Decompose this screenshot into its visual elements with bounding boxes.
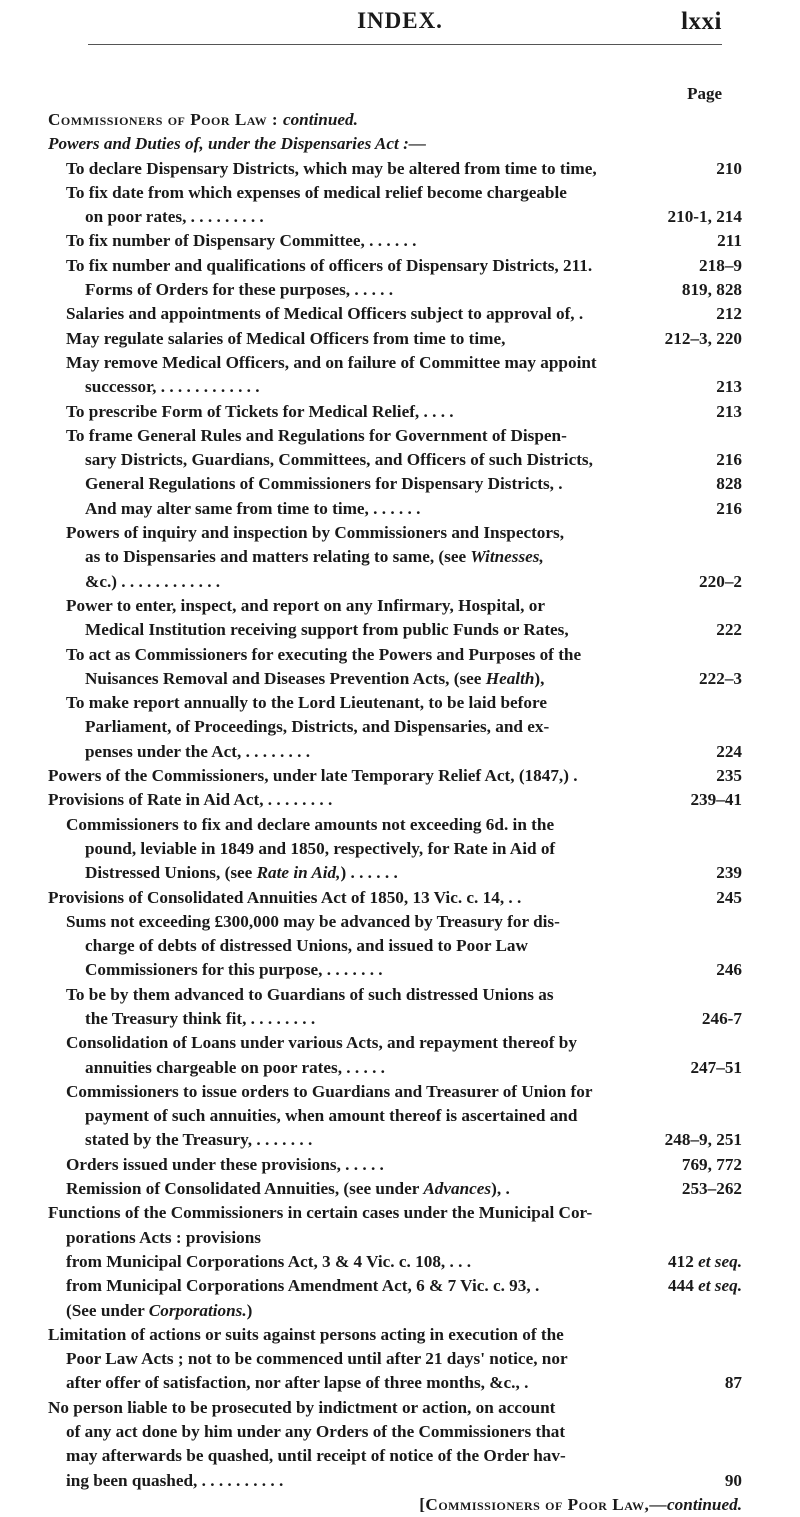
index-entry-text: Remission of Consolidated Annuities, (see under Advances), . [66, 1179, 510, 1199]
index-line [48, 1493, 742, 1517]
index-line [48, 667, 742, 691]
index-line [48, 691, 742, 715]
index-line [48, 351, 742, 375]
page-reference: 769, 772 [681, 1154, 742, 1174]
index-entry-text: To frame General Rules and Regulations for Government of Dispen- [66, 425, 567, 445]
index-line [48, 424, 742, 448]
index-line [48, 861, 742, 885]
index-entry-text: General Regulations of Commissioners for Dispensary Districts, . [85, 474, 563, 494]
index-entry-text: Consolidation of Loans under various Acts, and repayment thereof by [66, 1033, 577, 1053]
index-line [48, 1007, 742, 1031]
index-entry-text: Powers and Duties of, under the Dispensaries Act :— [48, 134, 426, 154]
page-reference: 245 [716, 887, 742, 907]
index-entry-text: May remove Medical Officers, and on failure of Committee may appoint [66, 352, 597, 372]
index-line [48, 448, 742, 472]
index-line [48, 594, 742, 618]
page-reference: 210 [716, 158, 742, 178]
index-line [48, 910, 742, 934]
page-reference: 216 [716, 450, 742, 470]
index-entry-text: porations Acts : provisions [66, 1227, 261, 1247]
index-entry-text: Forms of Orders for these purposes, . . . . . [85, 280, 394, 300]
index-entry-text: Salaries and appointments of Medical Officers subject to approval of, . [66, 304, 584, 324]
index-entry-text: Commissioners of Poor Law : continued. [48, 110, 358, 129]
index-line [48, 181, 742, 205]
index-entry-text: as to Dispensaries and matters relating to same, (see Witnesses, [85, 547, 544, 567]
index-line [48, 1444, 742, 1468]
index-entry-text: Sums not exceeding £300,000 may be advanced by Treasury for dis- [66, 911, 560, 931]
index-entry-text: stated by the Treasury, . . . . . . . [85, 1130, 313, 1150]
index-entry-text: To fix number of Dispensary Committee, . . . . . . [66, 231, 417, 251]
index-line [48, 958, 742, 982]
index-entry-text: Limitation of actions or suits against persons acting in execution of the [48, 1324, 564, 1344]
index-entry-text: Orders issued under these provisions, . . . . . [66, 1154, 384, 1174]
index-entry-text: To prescribe Form of Tickets for Medical Relief, . . . . [66, 401, 454, 421]
index-line [48, 715, 742, 739]
index-line [48, 643, 742, 667]
index-line [48, 788, 742, 812]
index-entry-text: on poor rates, . . . . . . . . . [85, 207, 264, 227]
index-entry-text: after offer of satisfaction, nor after lapse of three months, &c., . [66, 1373, 529, 1393]
index-line [48, 327, 742, 351]
index-entry-text: Medical Institution receiving support from public Funds or Rates, [85, 620, 569, 640]
index-entry-text: Poor Law Acts ; not to be commenced until after 21 days' notice, nor [66, 1349, 568, 1369]
page-reference: 222–3 [699, 668, 742, 688]
index-entry-text: from Municipal Corporations Amendment Act, 6 & 7 Vic. c. 93, . [66, 1276, 540, 1296]
page-reference: 239 [716, 863, 742, 883]
index-entry-text: Power to enter, inspect, and report on any Infirmary, Hospital, or [66, 595, 545, 615]
index-entry-text: No person liable to be prosecuted by indictment or action, on account [48, 1397, 556, 1417]
index-entry-text: successor, . . . . . . . . . . . . [85, 377, 260, 397]
index-entry-text: (See under Corporations.) [66, 1300, 253, 1320]
index-entry-text: Parliament, of Proceedings, Districts, and Dispensaries, and ex- [85, 717, 550, 737]
page-reference: 246 [716, 960, 742, 980]
page-reference: 235 [716, 766, 742, 786]
index-entry-text: the Treasury think fit, . . . . . . . . [85, 1008, 316, 1028]
index-line [48, 1104, 742, 1128]
index-line [48, 1396, 742, 1420]
page-column-label: Page [687, 84, 722, 103]
index-entries [48, 108, 742, 1517]
page-number: lxxi [681, 8, 722, 35]
page-reference: 213 [716, 401, 742, 421]
index-entry-text: To declare Dispensary Districts, which may be altered from time to time, [66, 158, 597, 178]
index-entry-text: Commissioners to issue orders to Guardians and Treasurer of Union for [66, 1081, 593, 1101]
index-entry-text: ing been quashed, . . . . . . . . . . [66, 1470, 284, 1490]
index-entry-text: Provisions of Rate in Aid Act, . . . . . . . . [48, 790, 333, 810]
page-reference: 246-7 [701, 1008, 742, 1028]
index-line [48, 1347, 742, 1371]
index-line [48, 934, 742, 958]
index-line [48, 983, 742, 1007]
index-line [48, 1323, 742, 1347]
index-line [48, 205, 742, 229]
index-entry-text: Commissioners for this purpose, . . . . . . . [85, 960, 383, 980]
page-reference: 216 [716, 498, 742, 518]
index-line [48, 1153, 742, 1177]
page-reference: 224 [716, 741, 742, 761]
index-line [48, 1299, 742, 1323]
index-line [48, 400, 742, 424]
index-entry-text: And may alter same from time to time, . . . . . . [85, 498, 421, 518]
index-entry-text: Powers of the Commissioners, under late Temporary Relief Act, (1847,) . [48, 766, 578, 786]
index-entry-text: may afterwards be quashed, until receipt of notice of the Order hav- [66, 1446, 566, 1466]
index-line [48, 545, 742, 569]
index-entry-text: payment of such annuities, when amount thereof is ascertained and [85, 1106, 578, 1126]
index-line [48, 618, 742, 642]
index-line [48, 1420, 742, 1444]
header-rule [88, 44, 722, 45]
page-reference: 444 et seq. [668, 1276, 742, 1296]
index-line [48, 1469, 742, 1493]
index-entry-text: May regulate salaries of Medical Officers from time to time, [66, 328, 506, 348]
index-entry-text: annuities chargeable on poor rates, . . . . . [85, 1057, 385, 1077]
page-reference: 220–2 [699, 571, 742, 591]
page-reference: 239–41 [690, 790, 742, 810]
index-line [48, 1031, 742, 1055]
index-entry-text: &c.) . . . . . . . . . . . . [85, 571, 221, 591]
index-line [48, 108, 742, 132]
index-line [48, 157, 742, 181]
index-entry-text: of any act done by him under any Orders of the Commissioners that [66, 1422, 566, 1442]
index-entry-text: To be by them advanced to Guardians of such distressed Unions as [66, 984, 554, 1004]
page-reference: 218–9 [699, 255, 742, 275]
index-entry-text: Nuisances Removal and Diseases Prevention Acts, (see Health), [85, 668, 545, 688]
index-line [48, 813, 742, 837]
page-reference: 248–9, 251 [664, 1130, 742, 1150]
index-line [48, 570, 742, 594]
index-entry-text: Provisions of Consolidated Annuities Act of 1850, 13 Vic. c. 14, . . [48, 887, 522, 907]
index-line [48, 1177, 742, 1201]
index-line [48, 1201, 742, 1225]
index-entry-text: sary Districts, Guardians, Committees, and Officers of such Districts, [85, 450, 593, 470]
page-reference: 819, 828 [681, 280, 742, 300]
page-reference: 212 [716, 304, 742, 324]
index-entry-text: To make report annually to the Lord Lieutenant, to be laid before [66, 693, 547, 713]
index-entry-text: Commissioners to fix and declare amounts not exceeding 6d. in the [66, 814, 555, 834]
index-line [48, 740, 742, 764]
page-reference: 222 [716, 620, 742, 640]
index-entry-text: Distressed Unions, (see Rate in Aid,) . . . . . . [85, 863, 398, 883]
index-entry-text: pound, leviable in 1849 and 1850, respectively, for Rate in Aid of [85, 838, 556, 858]
page-reference: 213 [716, 377, 742, 397]
index-line [48, 1274, 742, 1298]
page-reference: 210-1, 214 [667, 207, 742, 227]
page-reference: 211 [717, 231, 742, 251]
index-line [48, 375, 742, 399]
index-entry-text: [Commissioners of Poor Law,—continued. [419, 1494, 742, 1514]
index-entry-text: Powers of inquiry and inspection by Commissioners and Inspectors, [66, 523, 565, 543]
index-line [48, 278, 742, 302]
index-line [48, 764, 742, 788]
index-line [48, 1371, 742, 1395]
index-entry-text: from Municipal Corporations Act, 3 & 4 Vic. c. 108, . . . [66, 1251, 471, 1271]
page-reference: 247–51 [690, 1057, 742, 1077]
index-line [48, 302, 742, 326]
index-line [48, 1128, 742, 1152]
index-line [48, 1056, 742, 1080]
index-line [48, 497, 742, 521]
index-entry-text: To fix date from which expenses of medical relief become chargeable [66, 182, 567, 202]
index-line [48, 472, 742, 496]
index-entry-text: penses under the Act, . . . . . . . . [85, 741, 311, 761]
index-entry-text: To fix number and qualifications of officers of Dispensary Districts, 211. [66, 255, 593, 275]
page-reference: 87 [724, 1373, 742, 1393]
page-reference: 828 [716, 474, 742, 494]
index-line [48, 837, 742, 861]
index-entry-text: To act as Commissioners for executing the Powers and Purposes of the [66, 644, 582, 664]
index-line [48, 1226, 742, 1250]
index-line [48, 254, 742, 278]
index-line [48, 886, 742, 910]
index-entry-text: charge of debts of distressed Unions, and issued to Poor Law [85, 936, 528, 956]
index-line [48, 132, 742, 156]
index-entry-text: Functions of the Commissioners in certain cases under the Municipal Cor- [48, 1203, 593, 1223]
page-reference: 253–262 [681, 1179, 742, 1199]
running-head-title: INDEX. [357, 8, 443, 33]
page-reference: 412 et seq. [668, 1251, 742, 1271]
page-reference: 212–3, 220 [664, 328, 742, 348]
page-reference: 90 [724, 1470, 742, 1490]
index-line [48, 1250, 742, 1274]
index-line [48, 229, 742, 253]
index-line [48, 1080, 742, 1104]
index-line [48, 521, 742, 545]
